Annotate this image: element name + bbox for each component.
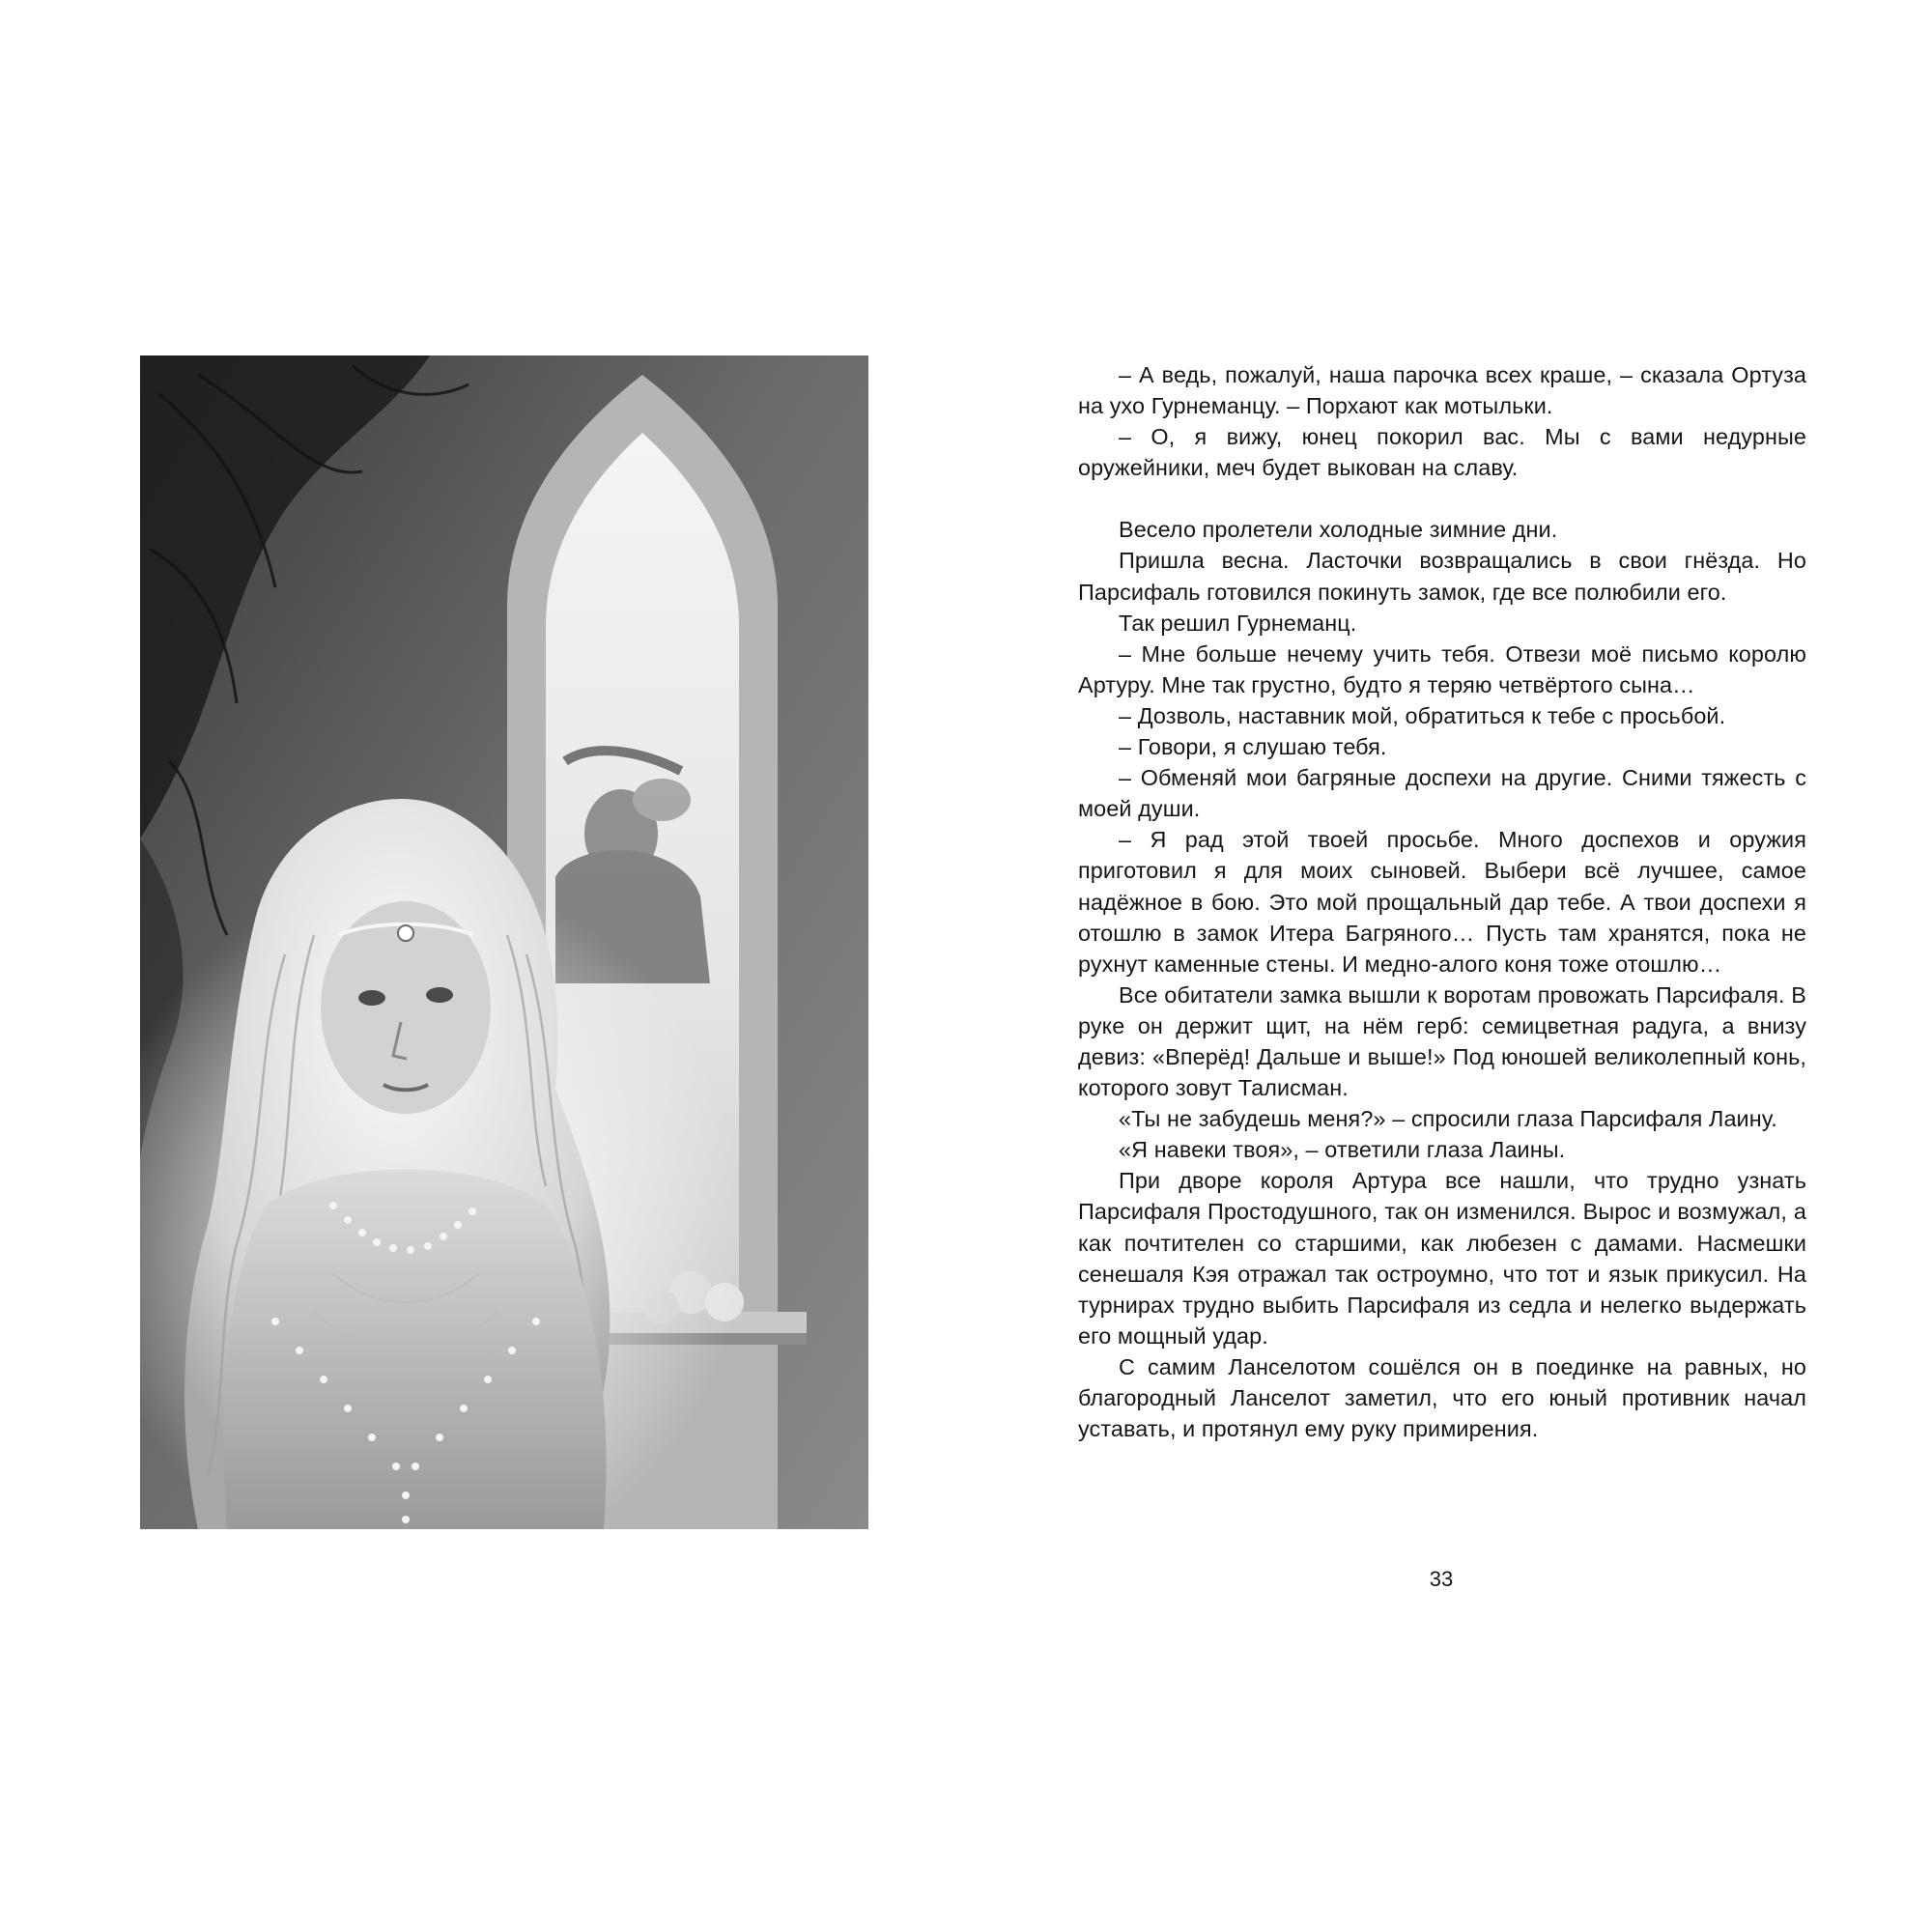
paragraph: Все обитатели замка вышли к воротам провожать Парсифаля. В руке он держит щит, на нём герб: семицветная радуга, а внизу девиз: «Вперёд! Дальше и выше!» Под юношей великолепный конь, которого зовут Талисман. (1078, 981, 1806, 1101)
paragraph: – Дозволь, наставник мой, обратиться к тебе с просьбой. (1119, 702, 1726, 728)
text-column (1078, 359, 1806, 1444)
paragraph: – О, я вижу, юнец покорил вас. Мы с вами недурные оружейники, меч будет выкован на славу. (1078, 424, 1806, 481)
paragraph: «Ты не забудешь меня?» – спросили глаза Парсифаля Лаину. (1119, 1106, 1777, 1132)
paragraph: – Мне больше нечему учить тебя. Отвези моё письмо королю Артуру. Мне так грустно, будто я теряю четвёртого сына… (1078, 640, 1806, 697)
illustration (140, 355, 868, 1529)
illustration-drawing (140, 355, 868, 1529)
page-number: 33 (1429, 1567, 1454, 1591)
paragraph: «Я навеки твоя», – ответили глаза Лаины. (1119, 1137, 1566, 1163)
paragraph: – Я рад этой твоей просьбе. Много доспехов и оружия приготовил я для моих сыновей. Выбери всё лучшее, самое надёжное в бою. Это мой прощальный дар тебе. А твои доспехи я отошлю в замок Итера Багряного… Пусть там хранятся, пока не рухнут каменные стены. И медно-алого коня тоже отошлю… (1078, 827, 1806, 977)
paragraph: При дворе короля Артура все нашли, что трудно узнать Парсифаля Простодушного, так он изменился. Вырос и возмужал, а как почтителен со старшими, как любезен с дамами. Насмешки сенешаля Кэя отражал так остроумно, что тот и язык прикусил. На турнирах трудно выбить Парсифаля из седла и нелегко выдержать его мощный удар. (1078, 1168, 1806, 1349)
paragraph: – Обменяй мои багряные доспехи на другие. Сними тяжесть с моей души. (1078, 765, 1806, 822)
paragraph: Весело пролетели холодные зимние дни. (1119, 517, 1558, 543)
paragraph: – А ведь, пожалуй, наша парочка всех краше, – сказала Ортуза на ухо Гурнеманцу. – Порхают как мотыльки. (1078, 362, 1806, 419)
paragraph: С самим Ланселотом сошёлся он в поединке на равных, но благородный Ланселот заметил, что его юный противник начал уставать, и протянул ему руку примирения. (1078, 1353, 1806, 1442)
paragraph: – Говори, я слушаю тебя. (1119, 734, 1387, 760)
paragraph: Пришла весна. Ласточки возвращались в свои гнёзда. Но Парсифаль готовился покинуть замок, где все полюбили его. (1078, 548, 1806, 605)
paragraph: Так решил Гурнеманц. (1119, 610, 1357, 636)
